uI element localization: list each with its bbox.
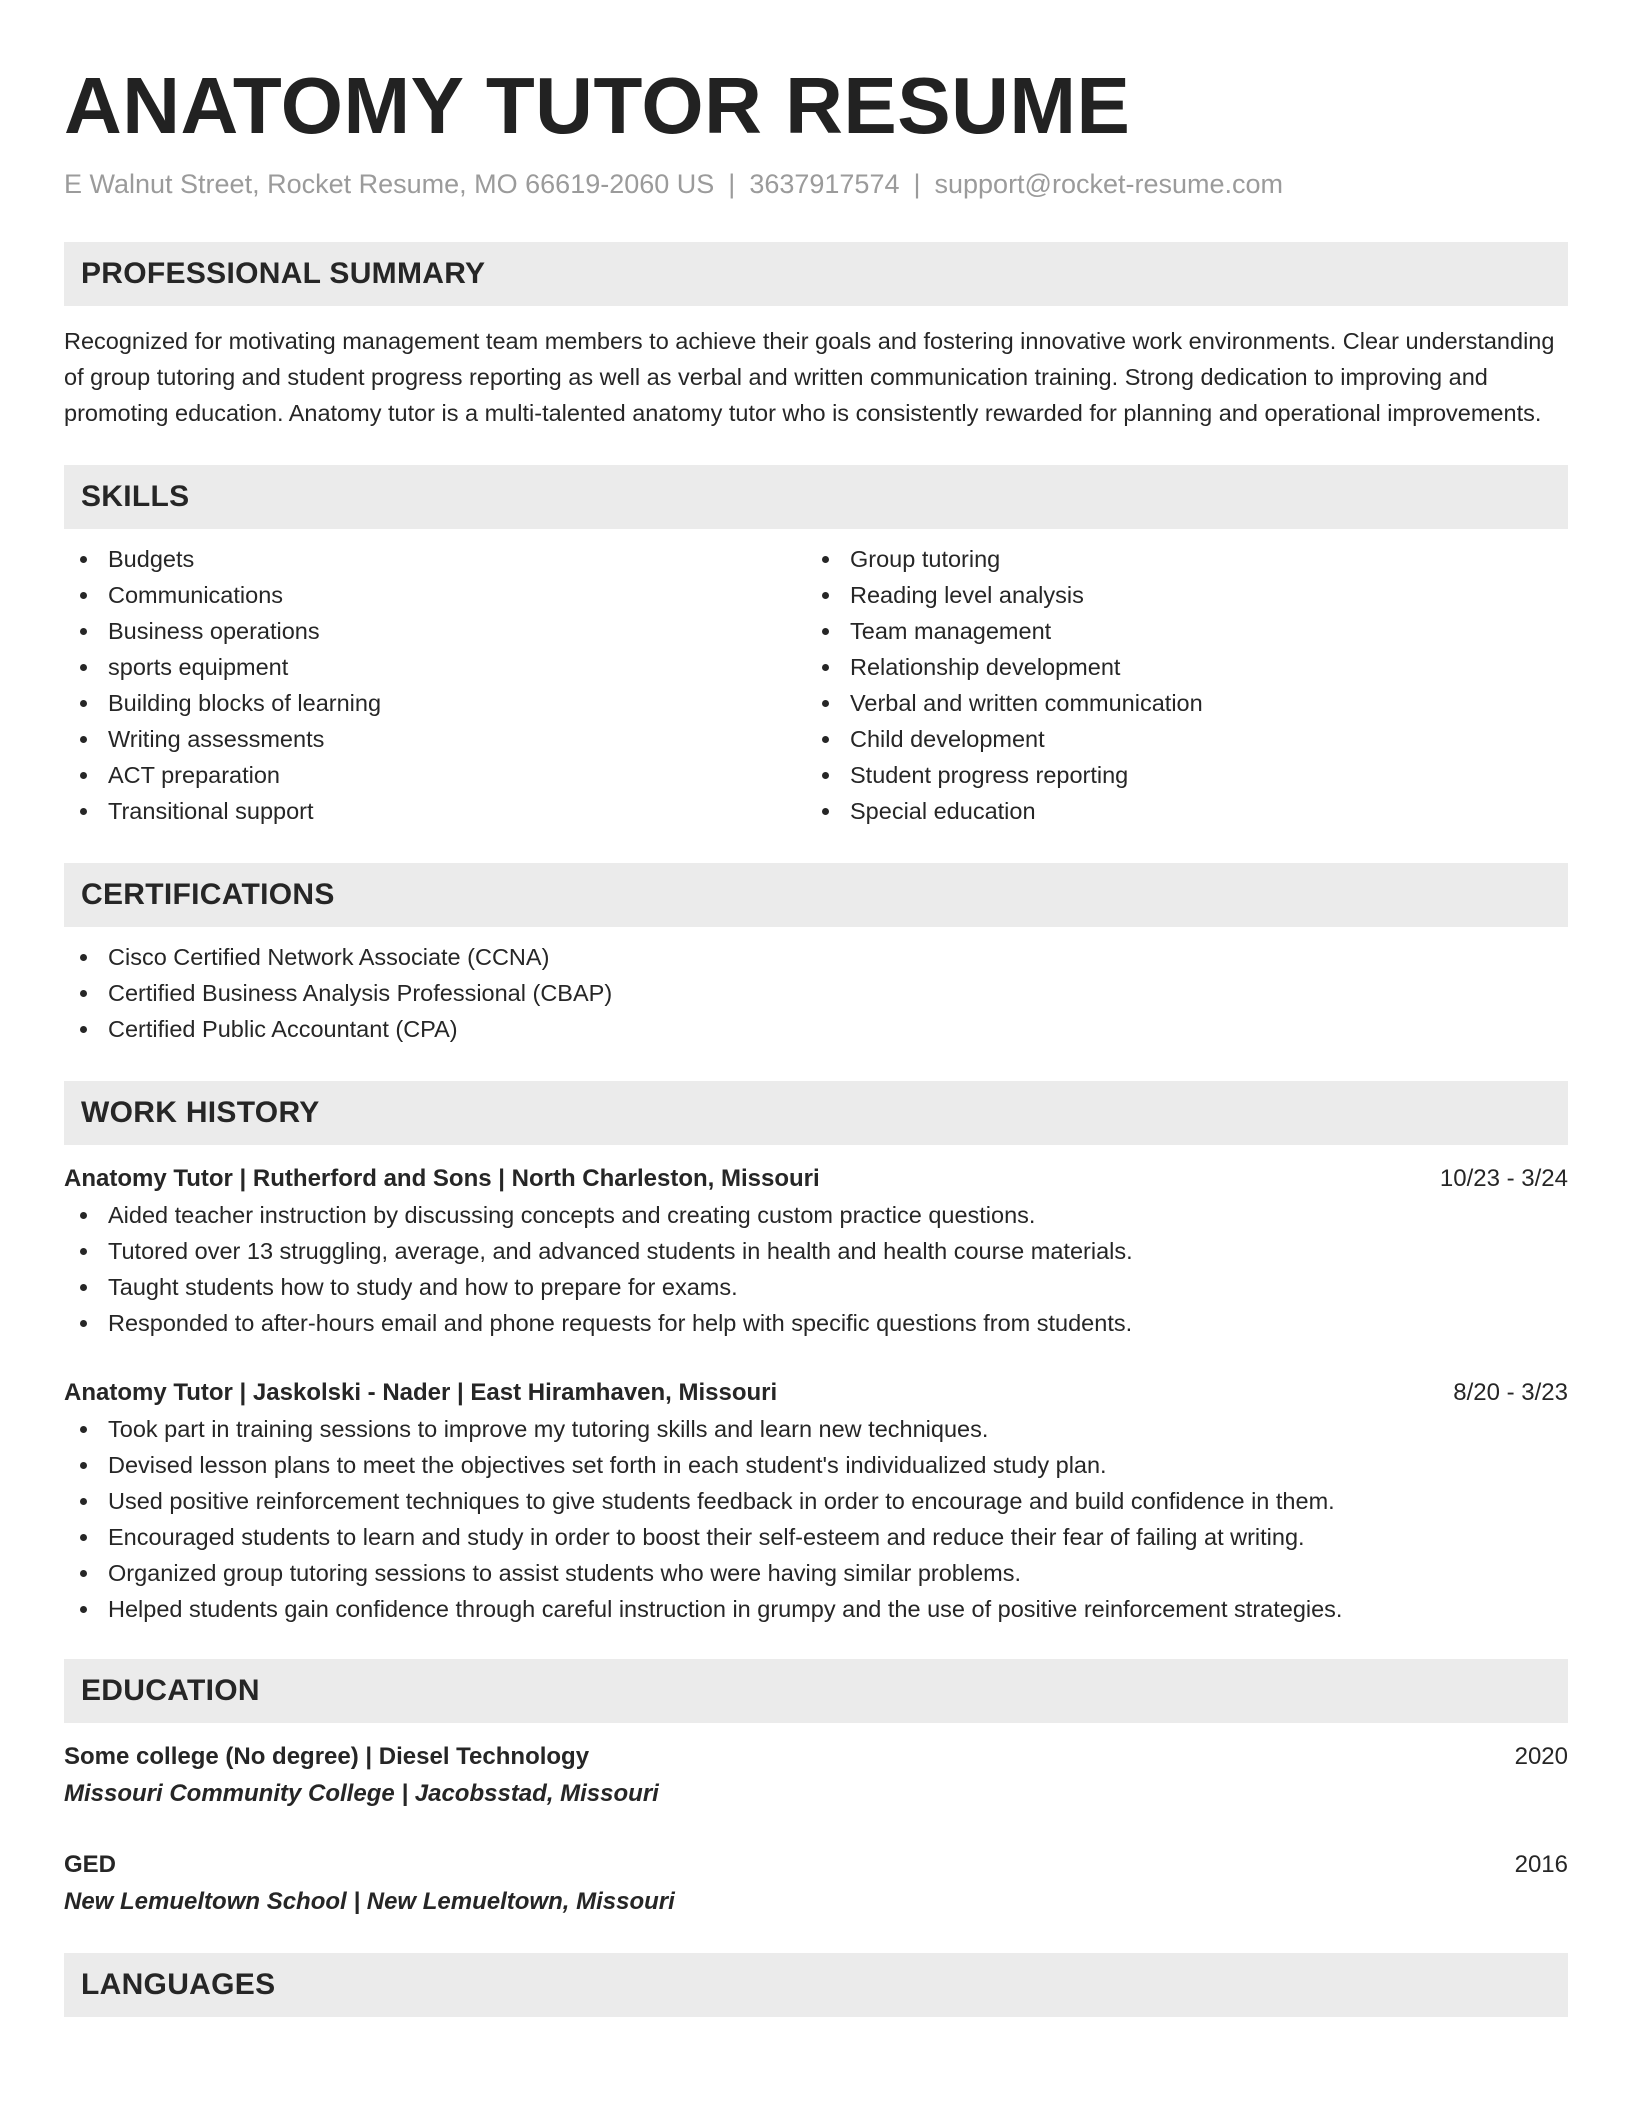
contact-separator: | [913, 169, 921, 199]
certification-item: Certified Public Accountant (CPA) [64, 1011, 1568, 1047]
job-bullet: Taught students how to study and how to prepare for exams. [64, 1269, 1568, 1305]
certifications-heading: CERTIFICATIONS [81, 878, 335, 911]
job-bullet: Helped students gain confidence through careful instruction in grumpy and the use of positive reinforcement strategies. [64, 1591, 1568, 1627]
contact-phone: 3637917574 [749, 169, 900, 199]
skill-item: Business operations [64, 613, 806, 649]
job-dates: 10/23 - 3/24 [1439, 1165, 1568, 1192]
job-header [64, 1375, 1568, 1411]
education-section-bar [64, 1659, 1568, 1723]
skill-item: Building blocks of learning [64, 685, 806, 721]
education-heading: EDUCATION [81, 1674, 260, 1707]
education-header [64, 1739, 1568, 1775]
job-bullet: Organized group tutoring sessions to assist students who were having similar problems. [64, 1555, 1568, 1591]
education-year: 2016 [1514, 1851, 1568, 1878]
job-title: Anatomy Tutor | Rutherford and Sons | North Charleston, Missouri [64, 1165, 820, 1192]
education-header [64, 1847, 1568, 1883]
job-title: Anatomy Tutor | Jaskolski - Nader | East Hiramhaven, Missouri [64, 1379, 778, 1406]
work-heading: WORK HISTORY [81, 1096, 320, 1129]
education-year: 2020 [1514, 1743, 1568, 1770]
job-bullet: Aided teacher instruction by discussing concepts and creating custom practice questions. [64, 1197, 1568, 1233]
job-bullet: Devised lesson plans to meet the objectives set forth in each student's individualized study plan. [64, 1447, 1568, 1483]
certifications-section-bar [64, 863, 1568, 927]
job-bullet: Took part in training sessions to improve my tutoring skills and learn new techniques. [64, 1411, 1568, 1447]
contact-address: E Walnut Street, Rocket Resume, MO 66619-2060 US [64, 169, 715, 199]
contact-line [64, 166, 1568, 202]
job-entry [64, 1375, 1568, 1627]
skill-item: ACT preparation [64, 757, 806, 793]
skill-item: Writing assessments [64, 721, 806, 757]
skills-grid [64, 541, 1568, 829]
summary-heading: PROFESSIONAL SUMMARY [81, 257, 486, 290]
languages-section-bar [64, 1953, 1568, 2017]
skill-item: Group tutoring [806, 541, 1548, 577]
summary-section-bar [64, 242, 1568, 306]
languages-heading: LANGUAGES [81, 1968, 276, 2001]
skills-section-bar [64, 465, 1568, 529]
education-degree: Some college (No degree) | Diesel Technology [64, 1743, 590, 1770]
skills-list-right [806, 541, 1548, 829]
skill-item: Student progress reporting [806, 757, 1548, 793]
skill-item: Relationship development [806, 649, 1548, 685]
contact-separator: | [728, 169, 736, 199]
job-bullet: Tutored over 13 struggling, average, and advanced students in health and health course materials. [64, 1233, 1568, 1269]
contact-email: support@rocket-resume.com [934, 169, 1284, 199]
skill-item: Reading level analysis [806, 577, 1548, 613]
education-school: New Lemueltown School | New Lemueltown, Missouri [64, 1888, 675, 1915]
skills-heading: SKILLS [81, 480, 190, 513]
certification-item: Cisco Certified Network Associate (CCNA) [64, 939, 1568, 975]
job-bullets [64, 1197, 1568, 1341]
job-bullet: Responded to after-hours email and phone requests for help with specific questions from students. [64, 1305, 1568, 1341]
certification-item: Certified Business Analysis Professional (CBAP) [64, 975, 1568, 1011]
summary-text: Recognized for motivating management team members to achieve their goals and fostering innovative work environments. Clear understanding of group tutoring and student progress reporting as well as verbal and written communication training. Strong dedication to improving and promoting education. Anatomy tutor is a multi-talented anatomy tutor who is consistently rewarded for planning and operational improvements. [64, 328, 1555, 426]
education-degree: GED [64, 1851, 117, 1878]
job-bullet: Used positive reinforcement techniques to give students feedback in order to encourage and build confidence in them. [64, 1483, 1568, 1519]
certifications-list [64, 939, 1568, 1047]
work-section-bar [64, 1081, 1568, 1145]
skill-item: Communications [64, 577, 806, 613]
education-school: Missouri Community College | Jacobsstad, Missouri [64, 1780, 659, 1807]
job-entry [64, 1161, 1568, 1341]
skills-list-left [64, 541, 806, 829]
skill-item: Team management [806, 613, 1548, 649]
job-bullets [64, 1411, 1568, 1627]
education-entry [64, 1739, 1568, 1813]
resume-title: ANATOMY TUTOR RESUME [64, 61, 1131, 150]
job-dates: 8/20 - 3/23 [1453, 1379, 1568, 1406]
skill-item: sports equipment [64, 649, 806, 685]
job-header [64, 1161, 1568, 1197]
skill-item: Budgets [64, 541, 806, 577]
skill-item: Verbal and written communication [806, 685, 1548, 721]
skill-item: Special education [806, 793, 1548, 829]
skill-item: Transitional support [64, 793, 806, 829]
job-bullet: Encouraged students to learn and study in order to boost their self-esteem and reduce their fear of failing at writing. [64, 1519, 1568, 1555]
education-entry [64, 1847, 1568, 1921]
skill-item: Child development [806, 721, 1548, 757]
